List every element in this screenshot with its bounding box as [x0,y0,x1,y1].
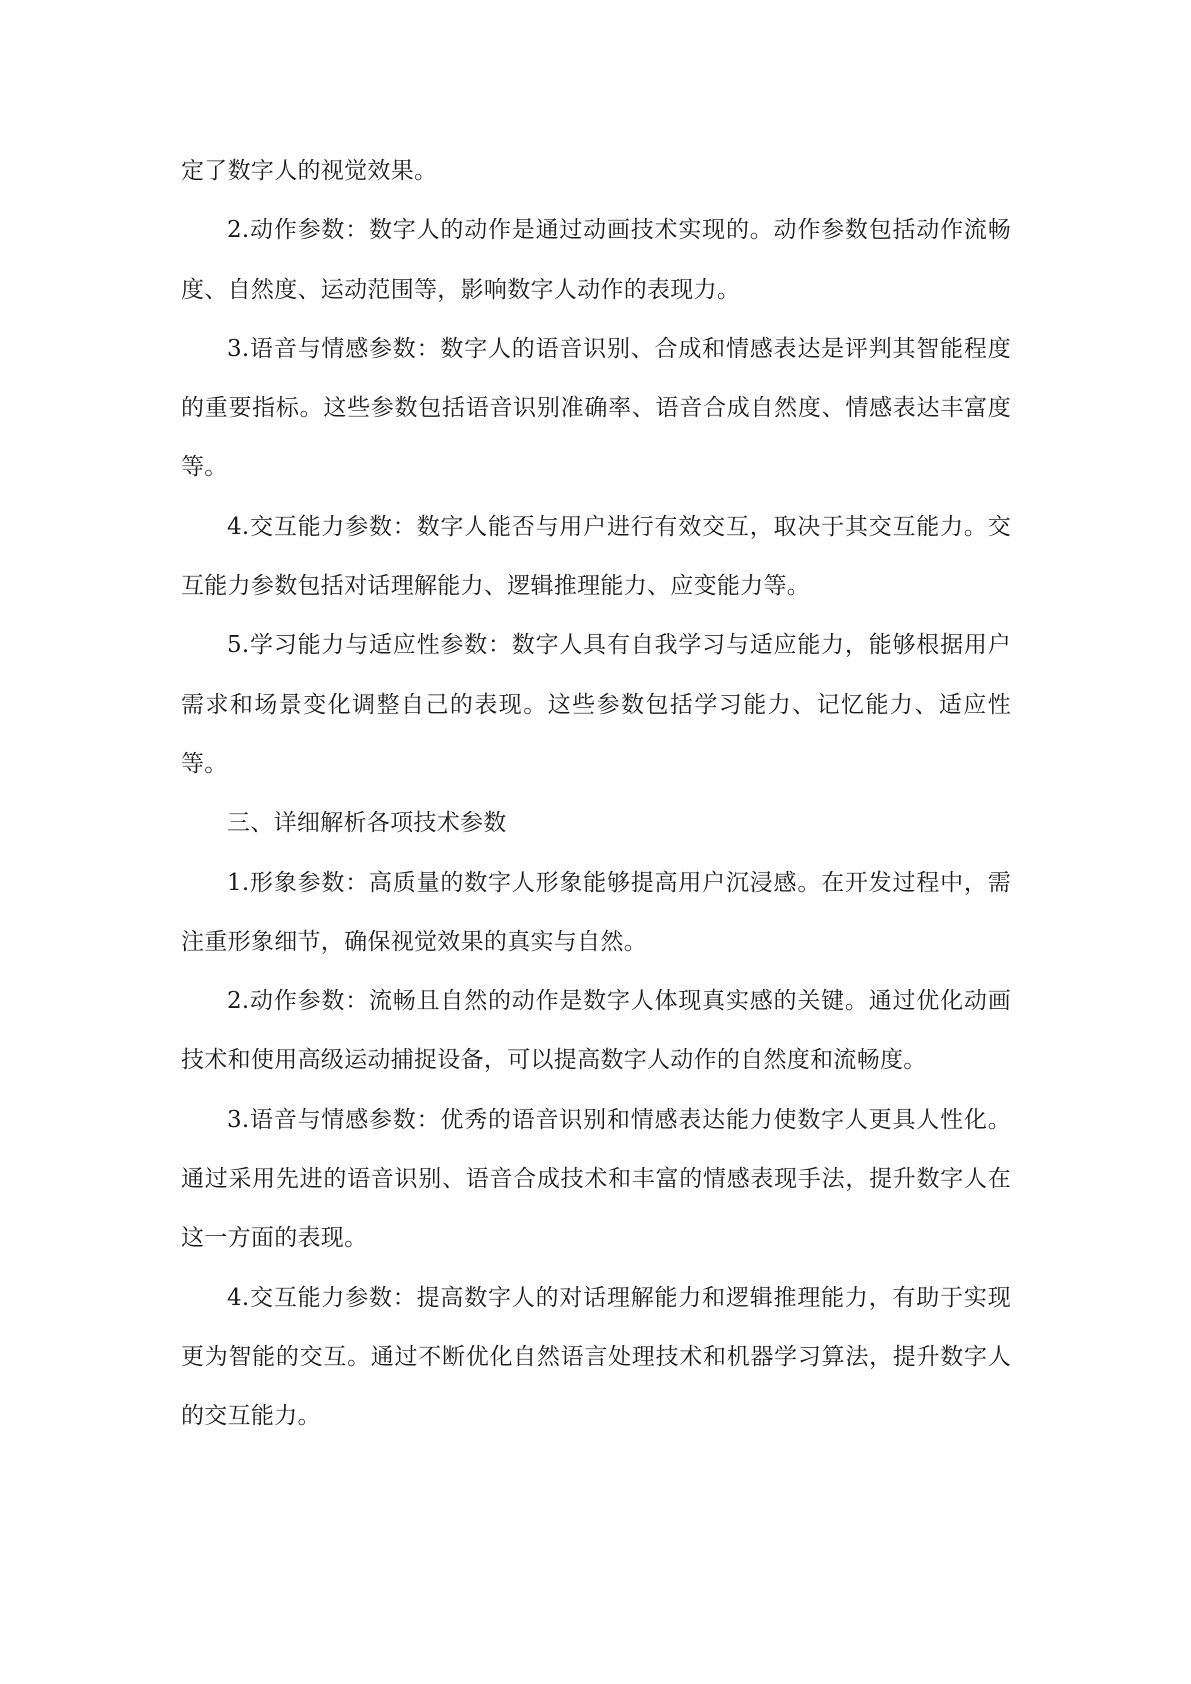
paragraph-image-params-detail: 1.形象参数：高质量的数字人形象能够提高用户沉浸感。在开发过程中，需注重形象细节，确保视觉效果的真实与自然。 [181,869,1011,955]
paragraph-motion-params-detail: 2.动作参数：流畅且自然的动作是数字人体现真实感的关键。通过优化动画技术和使用高级运动捕捉设备，可以提高数字人动作的自然度和流畅度。 [181,988,1011,1074]
section-heading: 三、详细解析各项技术参数 [227,810,507,837]
paragraph-interaction-detail: 4.交互能力参数：提高数字人的对话理解能力和逻辑推理能力，有助于实现更为智能的交互。通过不断优化自然语言处理技术和机器学习算法，提升数字人的交互能力。 [181,1284,1011,1430]
paragraph-motion-params: 2.动作参数：数字人的动作是通过动画技术实现的。动作参数包括动作流畅度、自然度、运动范围等，影响数字人动作的表现力。 [181,217,1011,303]
paragraph-learning-params: 5.学习能力与适应性参数：数字人具有自我学习与适应能力，能够根据用户需求和场景变化调整自己的表现。这些参数包括学习能力、记忆能力、适应性等。 [181,632,1011,777]
body-text [181,142,1011,1447]
paragraph-continuation: 定了数字人的视觉效果。 [181,158,438,184]
paragraph-voice-emotion-params: 3.语音与情感参数：数字人的语音识别、合成和情感表达是评判其智能程度的重要指标。这些参数包括语音识别准确率、语音合成自然度、情感表达丰富度等。 [181,335,1011,481]
paragraph-voice-emotion-detail: 3.语音与情感参数：优秀的语音识别和情感表达能力使数字人更具人性化。通过采用先进的语音识别、语音合成技术和丰富的情感表现手法，提升数字人在这一方面的表现。 [181,1106,1011,1252]
paragraph-interaction-params: 4.交互能力参数：数字人能否与用户进行有效交互，取决于其交互能力。交互能力参数包括对话理解能力、逻辑推理能力、应变能力等。 [181,513,1011,600]
